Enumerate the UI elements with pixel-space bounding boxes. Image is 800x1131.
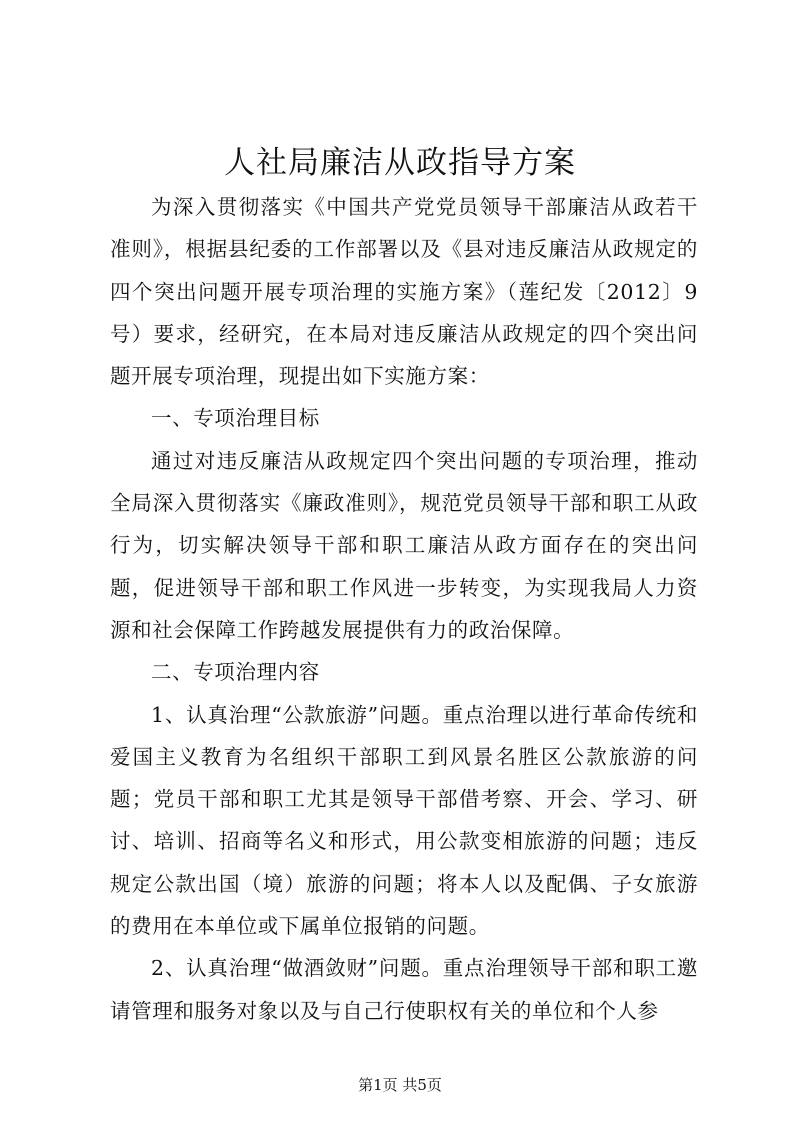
document-body [110, 186, 698, 1032]
paragraph-intro: 为深入贯彻落实《中国共产党党员领导干部廉洁从政若干准则》，根据县纪委的工作部署以及《县对违反廉洁从政规定的四个突出问题开展专项治理的实施方案》（莲纪发〔2012〕9号）要求，经研究，在本局对违反廉洁从政规定的四个突出问题开展专项治理，现提出如下实施方案： [110, 195, 698, 389]
paragraph-item-2: 2、认真治理“做酒敛财”问题。重点治理领导干部和职工邀请管理和服务对象以及与自己行使职权有关的单位和个人参 [110, 956, 698, 1023]
page-number-footer: 第1页 共5页 [358, 1076, 442, 1094]
section-heading-goals: 一、专项治理目标 [151, 406, 320, 431]
section-heading-content: 二、专项治理内容 [151, 660, 320, 685]
paragraph-item-1: 1、认真治理“公款旅游”问题。重点治理以进行革命传统和爱国主义教育为名组织干部职工到风景名胜区公款旅游的问题；党员干部和职工尤其是领导干部借考察、开会、学习、研讨、培训、招商等名义和形式，用公款变相旅游的问题；违反规定公款出国（境）旅游的问题；将本人以及配偶、子女旅游的费用在本单位或下属单位报销的问题。 [110, 702, 698, 939]
paragraph-goals: 通过对违反廉洁从政规定四个突出问题的专项治理，推动全局深入贯彻落实《廉政准则》，规范党员领导干部和职工从政行为，切实解决领导干部和职工廉洁从政方面存在的突出问题，促进领导干部和职工作风进一步转变，为实现我局人力资源和社会保障工作跨越发展提供有力的政治保障。 [110, 448, 698, 642]
document-title: 人社局廉洁从政指导方案 [224, 145, 576, 181]
